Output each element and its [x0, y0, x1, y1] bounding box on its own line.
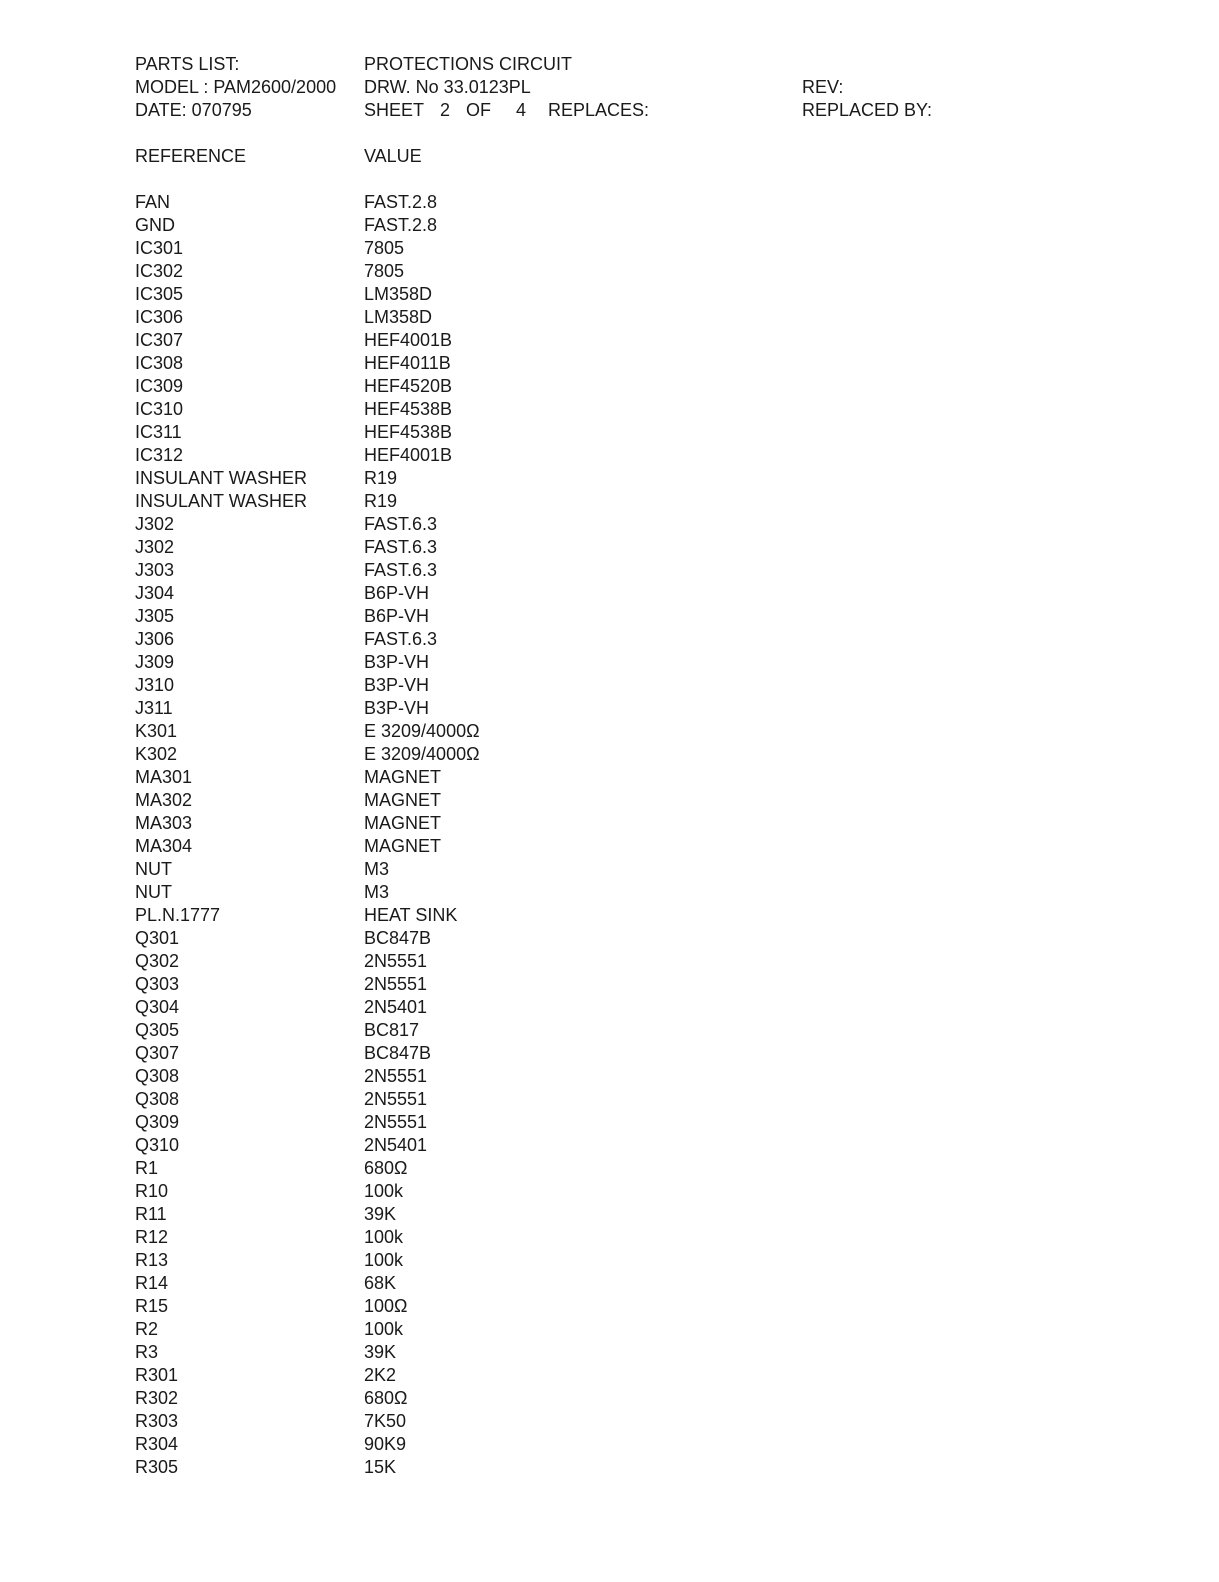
- part-reference: R305: [135, 1457, 179, 1477]
- table-row: [0, 1111, 1219, 1134]
- part-reference: R302: [135, 1388, 179, 1408]
- table-row: [0, 444, 1219, 467]
- part-reference: Q305: [135, 1020, 180, 1040]
- part-value: HEF4538B: [364, 422, 453, 442]
- part-value: MAGNET: [364, 767, 442, 787]
- part-reference: R10: [135, 1181, 169, 1201]
- table-row: [0, 766, 1219, 789]
- circuit-title: PROTECTIONS CIRCUIT: [364, 54, 573, 74]
- table-row: [0, 1272, 1219, 1295]
- part-value: HEF4001B: [364, 330, 453, 350]
- table-row: [0, 536, 1219, 559]
- part-value: B6P-VH: [364, 583, 430, 603]
- part-reference: J309: [135, 652, 175, 672]
- part-value: FAST.2.8: [364, 192, 438, 212]
- table-row: [0, 651, 1219, 674]
- table-row: [0, 1410, 1219, 1433]
- table-row: [0, 1157, 1219, 1180]
- sheet-of: OF: [466, 100, 491, 120]
- part-reference: J305: [135, 606, 175, 626]
- table-row: [0, 214, 1219, 237]
- part-reference: Q310: [135, 1135, 180, 1155]
- table-row: [0, 1456, 1219, 1479]
- table-row: [0, 582, 1219, 605]
- part-value: 90K9: [364, 1434, 407, 1454]
- part-value: FAST.6.3: [364, 629, 438, 649]
- part-value: R19: [364, 468, 398, 488]
- part-reference: PL.N.1777: [135, 905, 221, 925]
- part-value: LM358D: [364, 307, 433, 327]
- part-value: 680Ω: [364, 1388, 408, 1408]
- part-value: 100Ω: [364, 1296, 408, 1316]
- sheet-label: SHEET: [364, 100, 425, 120]
- part-value: HEF4001B: [364, 445, 453, 465]
- part-value: MAGNET: [364, 836, 442, 856]
- table-row: [0, 1203, 1219, 1226]
- table-row: [0, 1318, 1219, 1341]
- part-reference: R2: [135, 1319, 159, 1339]
- table-row: [0, 1042, 1219, 1065]
- table-row: [0, 306, 1219, 329]
- part-reference: Q308: [135, 1066, 180, 1086]
- part-reference: J304: [135, 583, 175, 603]
- part-value: HEF4011B: [364, 353, 451, 373]
- part-reference: IC312: [135, 445, 184, 465]
- part-value: B3P-VH: [364, 698, 430, 718]
- table-row: [0, 398, 1219, 421]
- part-value: 100k: [364, 1227, 404, 1247]
- part-value: B3P-VH: [364, 675, 430, 695]
- table-row: [0, 973, 1219, 996]
- table-row: [0, 904, 1219, 927]
- part-reference: FAN: [135, 192, 171, 212]
- part-reference: R14: [135, 1273, 169, 1293]
- part-reference: Q308: [135, 1089, 180, 1109]
- table-row: [0, 375, 1219, 398]
- table-row: [0, 789, 1219, 812]
- table-row: [0, 329, 1219, 352]
- table-row: [0, 352, 1219, 375]
- part-reference: NUT: [135, 859, 172, 879]
- part-reference: K302: [135, 744, 178, 764]
- part-reference: MA304: [135, 836, 193, 856]
- part-value: MAGNET: [364, 813, 442, 833]
- value-column-header: VALUE: [364, 146, 422, 166]
- table-row: [0, 1088, 1219, 1111]
- part-reference: R12: [135, 1227, 169, 1247]
- part-reference: R3: [135, 1342, 159, 1362]
- part-reference: MA303: [135, 813, 193, 833]
- part-value: 7805: [364, 261, 405, 281]
- part-value: HEF4520B: [364, 376, 453, 396]
- part-reference: NUT: [135, 882, 172, 902]
- part-reference: IC306: [135, 307, 184, 327]
- part-value: BC817: [364, 1020, 420, 1040]
- table-row: [0, 1341, 1219, 1364]
- table-row: [0, 559, 1219, 582]
- sheet-total: 4: [516, 100, 527, 120]
- part-reference: MA302: [135, 790, 193, 810]
- model-label: MODEL : PAM2600/2000: [135, 77, 337, 97]
- table-row: [0, 927, 1219, 950]
- part-reference: Q307: [135, 1043, 180, 1063]
- table-row: [0, 605, 1219, 628]
- part-value: 7K50: [364, 1411, 407, 1431]
- table-row: [0, 996, 1219, 1019]
- part-value: HEF4538B: [364, 399, 453, 419]
- date-label: DATE: 070795: [135, 100, 252, 120]
- part-value: FAST.6.3: [364, 560, 438, 580]
- table-row: [0, 743, 1219, 766]
- part-reference: INSULANT WASHER: [135, 468, 308, 488]
- sheet-number: 2: [440, 100, 451, 120]
- part-reference: R301: [135, 1365, 179, 1385]
- part-value: E 3209/4000Ω: [364, 744, 480, 764]
- part-reference: J302: [135, 514, 175, 534]
- table-row: [0, 421, 1219, 444]
- part-reference: INSULANT WASHER: [135, 491, 308, 511]
- part-value: LM358D: [364, 284, 433, 304]
- part-value: 15K: [364, 1457, 397, 1477]
- part-reference: J310: [135, 675, 175, 695]
- part-reference: Q302: [135, 951, 180, 971]
- part-value: 2N5551: [364, 1089, 428, 1109]
- part-reference: R11: [135, 1204, 167, 1224]
- drawing-number: DRW. No 33.0123PL: [364, 77, 531, 97]
- table-row: [0, 697, 1219, 720]
- table-row: [0, 674, 1219, 697]
- part-value: E 3209/4000Ω: [364, 721, 480, 741]
- part-value: HEAT SINK: [364, 905, 458, 925]
- part-reference: R304: [135, 1434, 179, 1454]
- part-reference: MA301: [135, 767, 193, 787]
- part-reference: J302: [135, 537, 175, 557]
- part-value: B6P-VH: [364, 606, 430, 626]
- table-row: [0, 835, 1219, 858]
- part-value: FAST.2.8: [364, 215, 438, 235]
- part-reference: IC301: [135, 238, 184, 258]
- table-row: [0, 628, 1219, 651]
- part-reference: IC309: [135, 376, 184, 396]
- rev-label: REV:: [802, 77, 844, 97]
- table-row: [0, 1065, 1219, 1088]
- part-value: 2N5401: [364, 997, 428, 1017]
- table-row: [0, 881, 1219, 904]
- part-reference: Q309: [135, 1112, 180, 1132]
- part-value: 39K: [364, 1342, 397, 1362]
- table-row: [0, 1180, 1219, 1203]
- part-reference: IC302: [135, 261, 184, 281]
- table-row: [0, 1364, 1219, 1387]
- replaced-by-label: REPLACED BY:: [802, 100, 933, 120]
- part-reference: K301: [135, 721, 178, 741]
- part-value: 100k: [364, 1250, 404, 1270]
- table-row: [0, 1226, 1219, 1249]
- part-value: 2N5401: [364, 1135, 428, 1155]
- part-reference: J306: [135, 629, 175, 649]
- part-value: 2K2: [364, 1365, 397, 1385]
- part-value: 100k: [364, 1319, 404, 1339]
- part-reference: R15: [135, 1296, 169, 1316]
- table-row: [0, 812, 1219, 835]
- parts-list-label: PARTS LIST:: [135, 54, 240, 74]
- table-row: [0, 858, 1219, 881]
- part-value: 68K: [364, 1273, 397, 1293]
- part-value: R19: [364, 491, 398, 511]
- table-row: [0, 720, 1219, 743]
- table-row: [0, 237, 1219, 260]
- table-row: [0, 467, 1219, 490]
- part-reference: R13: [135, 1250, 169, 1270]
- part-value: 2N5551: [364, 974, 428, 994]
- part-value: 100k: [364, 1181, 404, 1201]
- table-row: [0, 513, 1219, 536]
- part-value: 2N5551: [364, 1066, 428, 1086]
- reference-column-header: REFERENCE: [135, 146, 247, 166]
- part-reference: J311: [135, 698, 173, 718]
- table-row: [0, 191, 1219, 214]
- table-row: [0, 1134, 1219, 1157]
- table-row: [0, 260, 1219, 283]
- part-reference: IC311: [135, 422, 182, 442]
- part-value: FAST.6.3: [364, 514, 438, 534]
- part-value: 39K: [364, 1204, 397, 1224]
- table-row: [0, 1249, 1219, 1272]
- part-value: BC847B: [364, 928, 432, 948]
- part-value: 7805: [364, 238, 405, 258]
- part-value: MAGNET: [364, 790, 442, 810]
- part-reference: IC307: [135, 330, 184, 350]
- part-value: 680Ω: [364, 1158, 408, 1178]
- part-value: BC847B: [364, 1043, 432, 1063]
- table-row: [0, 283, 1219, 306]
- part-reference: Q301: [135, 928, 180, 948]
- part-value: B3P-VH: [364, 652, 430, 672]
- part-reference: IC310: [135, 399, 184, 419]
- table-row: [0, 1433, 1219, 1456]
- part-reference: J303: [135, 560, 175, 580]
- part-value: M3: [364, 859, 390, 879]
- part-value: 2N5551: [364, 951, 428, 971]
- part-reference: R1: [135, 1158, 159, 1178]
- part-reference: GND: [135, 215, 175, 235]
- part-value: 2N5551: [364, 1112, 428, 1132]
- part-reference: IC308: [135, 353, 184, 373]
- part-value: FAST.6.3: [364, 537, 438, 557]
- table-row: [0, 1295, 1219, 1318]
- part-value: M3: [364, 882, 390, 902]
- part-reference: Q303: [135, 974, 180, 994]
- part-reference: R303: [135, 1411, 179, 1431]
- parts-table: [0, 191, 1219, 1479]
- table-row: [0, 1019, 1219, 1042]
- replaces-label: REPLACES:: [548, 100, 650, 120]
- part-reference: Q304: [135, 997, 180, 1017]
- table-row: [0, 950, 1219, 973]
- table-row: [0, 490, 1219, 513]
- part-reference: IC305: [135, 284, 184, 304]
- table-row: [0, 1387, 1219, 1410]
